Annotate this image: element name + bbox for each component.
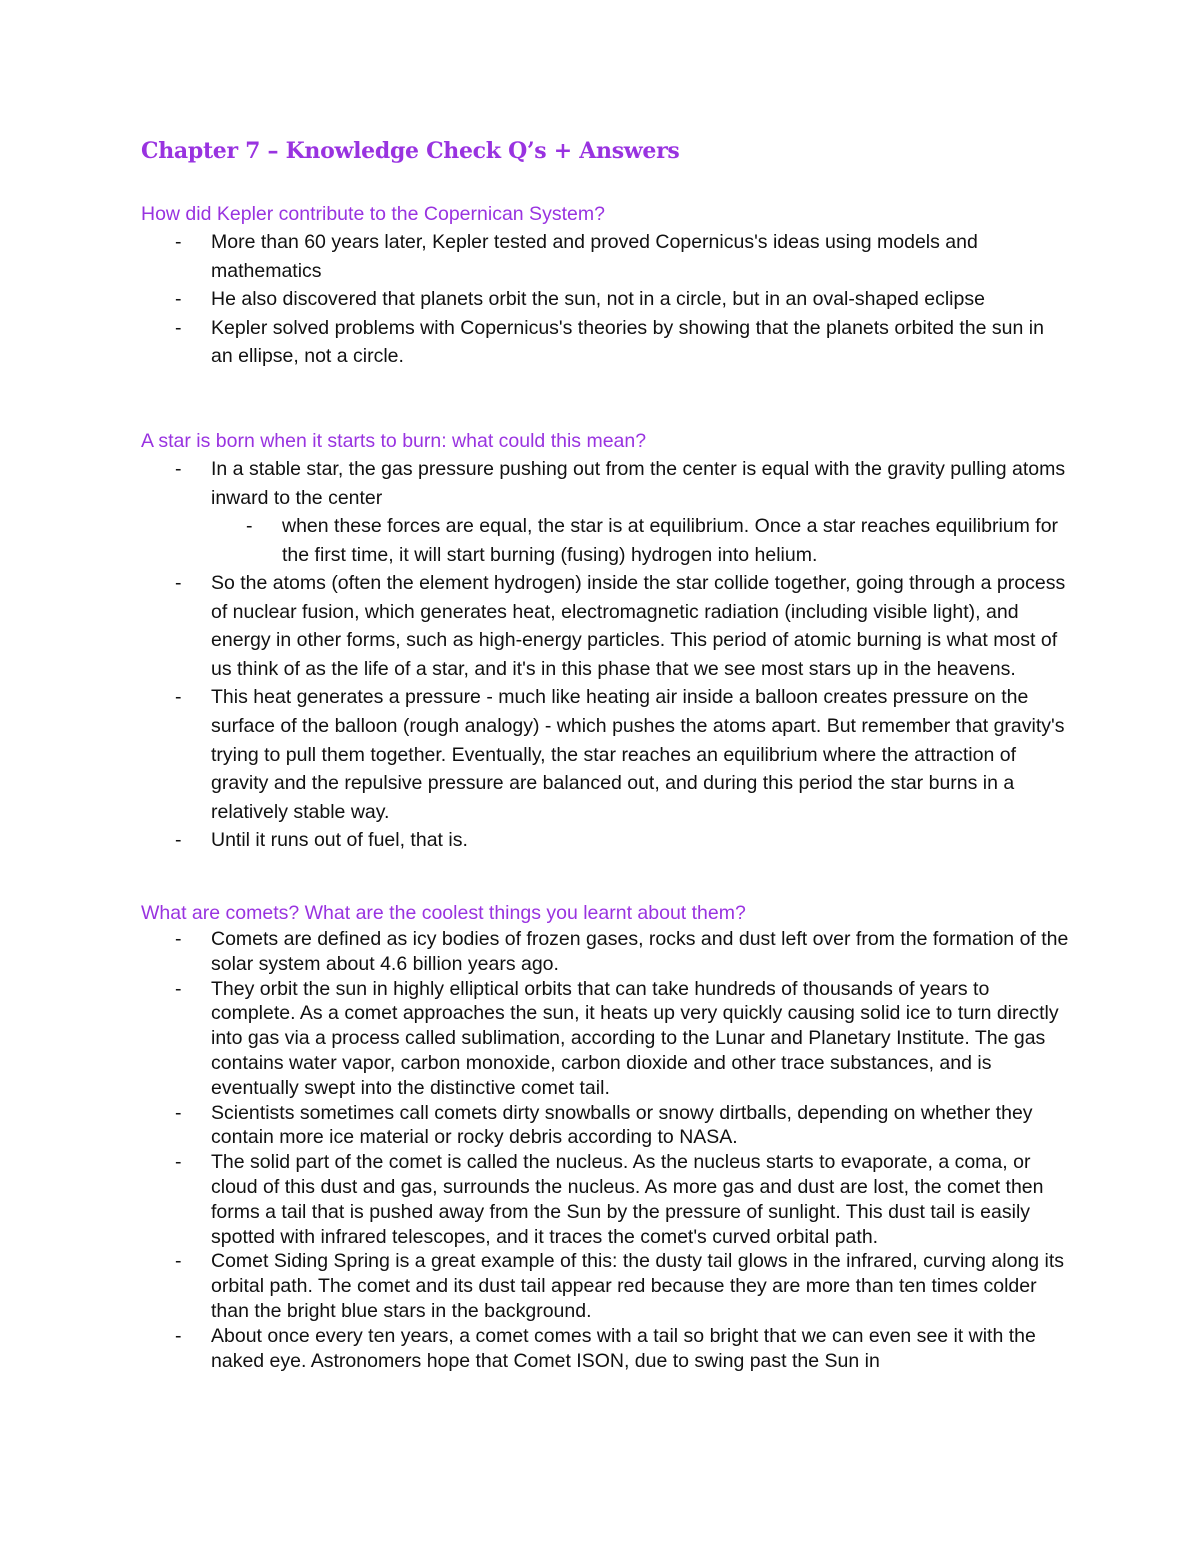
question-heading: What are comets? What are the coolest things you learnt about them? bbox=[141, 902, 746, 924]
question-heading: A star is born when it starts to burn: what could this mean? bbox=[141, 430, 647, 452]
list-item-text: In a stable star, the gas pressure pushing out from the center is equal with the gravity pulling atoms inward to the center bbox=[211, 458, 1066, 509]
section-kepler bbox=[141, 200, 1071, 371]
list-item: - He also discovered that planets orbit the sun, not in a circle, but in an oval-shaped eclipse bbox=[141, 285, 1071, 314]
answer-list bbox=[141, 228, 1071, 371]
page-title: Chapter 7 – Knowledge Check Q’s + Answers bbox=[141, 138, 680, 164]
section-comets bbox=[141, 899, 1071, 1373]
sub-list-item: - when these forces are equal, the star is at equilibrium. Once a star reaches equilibrium for the first time, it will start burning (fusing) hydrogen into helium. bbox=[211, 512, 1071, 569]
answer-list bbox=[141, 927, 1071, 1373]
list-item: - Comet Siding Spring is a great example of this: the dusty tail glows in the infrared, curving along its orbital path. The comet and its dust tail appear red because they are more than ten times colder than the bright blue stars in the background. bbox=[141, 1249, 1071, 1323]
list-item bbox=[141, 455, 1071, 569]
list-item: - Scientists sometimes call comets dirty snowballs or snowy dirtballs, depending on whether they contain more ice material or rocky debris according to NASA. bbox=[141, 1101, 1071, 1151]
question-heading: How did Kepler contribute to the Copernican System? bbox=[141, 203, 605, 225]
list-item: - More than 60 years later, Kepler tested and proved Copernicus's ideas using models and mathematics bbox=[141, 228, 1071, 285]
list-item: - Until it runs out of fuel, that is. bbox=[141, 826, 1071, 855]
list-item: - They orbit the sun in highly elliptical orbits that can take hundreds of thousands of years to complete. As a comet approaches the sun, it heats up very quickly causing solid ice to turn directly into gas via a process called sublimation, according to the Lunar and Planetary Institute. The gas contains water vapor, carbon monoxide, carbon dioxide and other trace substances, and is eventually swept into the distinctive comet tail. bbox=[141, 977, 1071, 1101]
list-item: - Comets are defined as icy bodies of frozen gases, rocks and dust left over from the formation of the solar system about 4.6 billion years ago. bbox=[141, 927, 1071, 977]
list-item: - So the atoms (often the element hydrogen) inside the star collide together, going through a process of nuclear fusion, which generates heat, electromagnetic radiation (including visible light), and energy in other forms, such as high-energy particles. This period of atomic burning is what most of us think of as the life of a star, and it's in this phase that we see most stars up in the heavens. bbox=[141, 569, 1071, 683]
sub-list bbox=[211, 512, 1071, 569]
list-item: - Kepler solved problems with Copernicus's theories by showing that the planets orbited the sun in an ellipse, not a circle. bbox=[141, 314, 1071, 371]
list-item: - The solid part of the comet is called the nucleus. As the nucleus starts to evaporate, a coma, or cloud of this dust and gas, surrounds the nucleus. As more gas and dust are lost, the comet then forms a tail that is pushed away from the Sun by the pressure of sunlight. This dust tail is easily spotted with infrared telescopes, and it traces the comet's curved orbital path. bbox=[141, 1150, 1071, 1249]
section-star-born bbox=[141, 427, 1071, 855]
list-item: - About once every ten years, a comet comes with a tail so bright that we can even see it with the naked eye. Astronomers hope that Comet ISON, due to swing past the Sun in bbox=[141, 1324, 1071, 1374]
answer-list bbox=[141, 455, 1071, 855]
list-item: - This heat generates a pressure - much like heating air inside a balloon creates pressure on the surface of the balloon (rough analogy) - which pushes the atoms apart. But remember that gravity's trying to pull them together. Eventually, the star reaches an equilibrium where the attraction of gravity and the repulsive pressure are balanced out, and during this period the star burns in a relatively stable way. bbox=[141, 683, 1071, 826]
